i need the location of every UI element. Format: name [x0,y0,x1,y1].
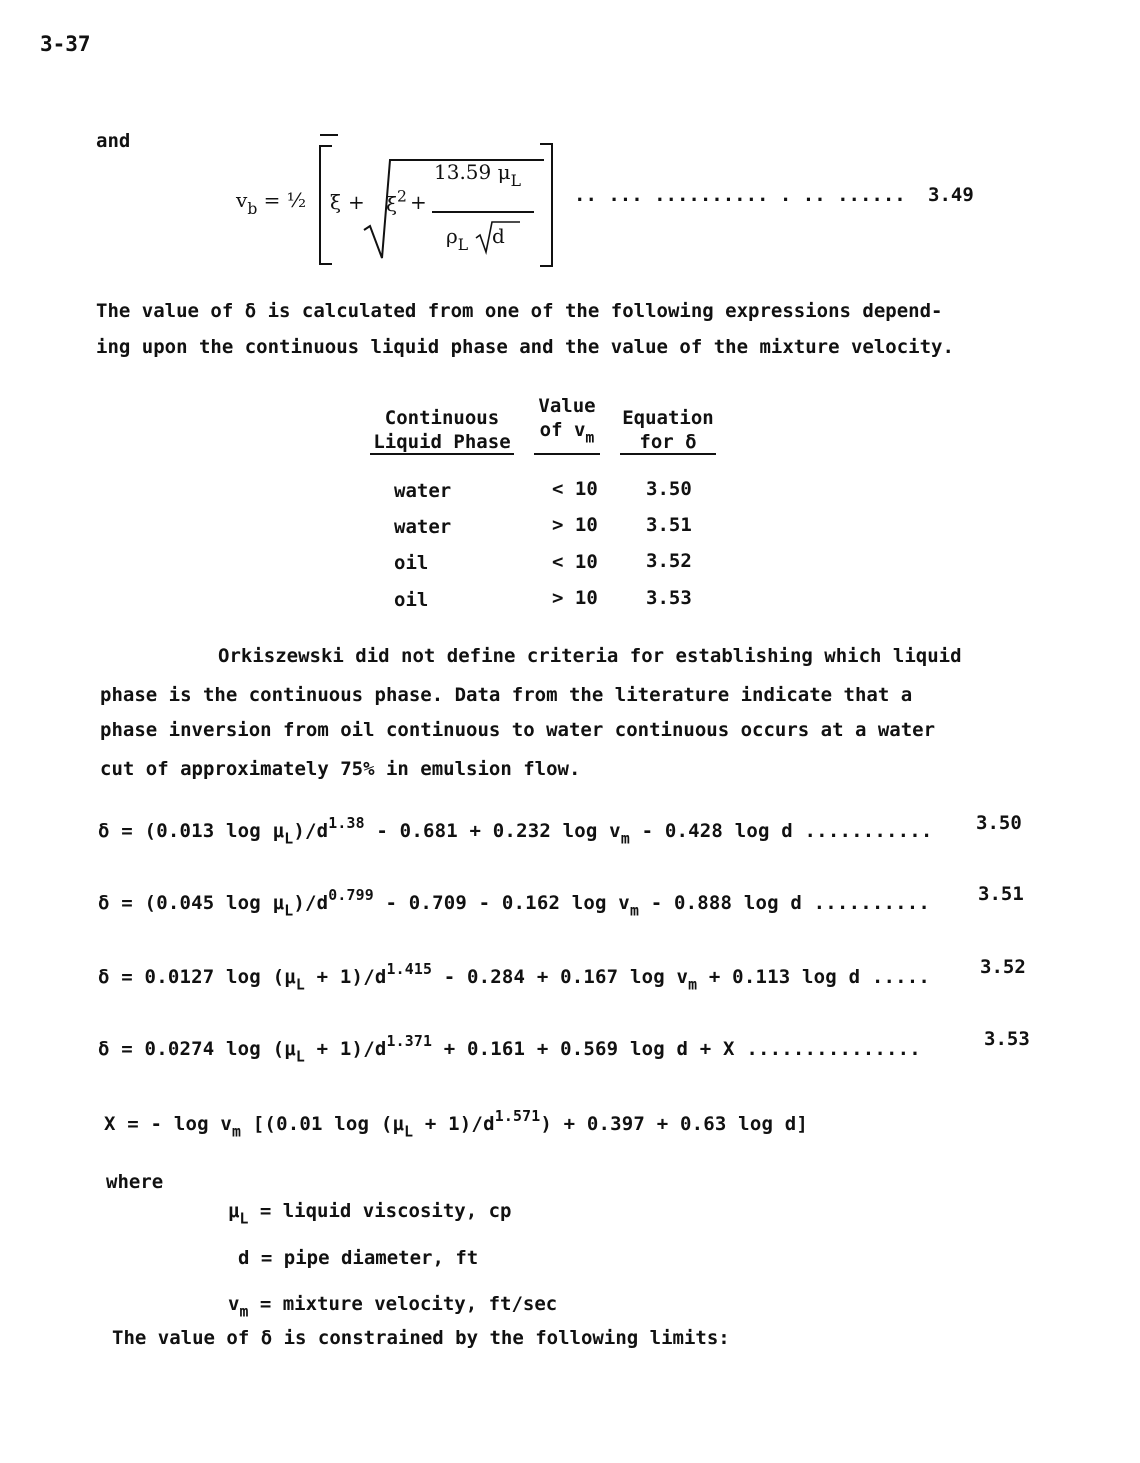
table-header-value: Value of $v_m$ [538,395,596,447]
table-cell-value: > 10 [552,587,598,609]
equation-x: X = - $\log v_m$ [(0.01 $\log (\mu_L + 1)/d^{1.571}) + 0.397 + 0.63$ log d] [104,1108,809,1141]
definition-item: d = pipe diameter, ft [238,1247,479,1269]
table-cell-equation: 3.53 [646,587,692,609]
table-cell-value: < 10 [552,551,598,573]
eq350-number: 3.50 [976,812,1022,834]
table-cell-phase: water [394,480,452,502]
text-line: ing upon the continuous liquid phase and the value of the mixture velocity. [96,336,954,358]
table-header-equation: Equation for δ [622,407,714,453]
eq349-leader: .. ... .......... . .. ...... [574,184,906,206]
eq352-number: 3.52 [980,956,1026,978]
where-label: where [106,1171,164,1193]
equation-3-53: δ = 0.0274 $\log (\mu_L + 1)/d^{1.371} + 0.161 + 0.569$ log d + X ............... [98,1033,921,1066]
equation-3-52: δ = 0.0127 $\log (\mu_L + 1)/d^{1.415} - 0.284 + 0.167$ $\log v_m + 0.113$ log d ..... [98,961,931,994]
table-cell-phase: oil [394,589,429,611]
table-cell-equation: 3.50 [646,478,692,500]
intro-word: and [96,130,131,152]
eq349-numerator: 13.59 $\mu_L$ [434,160,521,191]
eq349-xi-squared: $\xi^2$ [386,187,407,216]
table-cell-equation: 3.52 [646,550,692,572]
eq349-denominator: $\rho_L$ [446,224,469,255]
table-rule [370,453,514,455]
text-line: cut of approximately 75% in emulsion flow. [100,758,581,780]
eq349-number: 3.49 [928,184,974,206]
equation-3-51: δ = (0.045 $\log \mu_L)/d^{0.799} - 0.709 - 0.162$ $\log v_m - 0.888$ log d .......... [98,887,931,920]
table-cell-value: < 10 [552,478,598,500]
eq349-plus: + [348,190,365,214]
eq349-plus-2: + [410,190,427,214]
text-line: The value of δ is calculated from one of the following expressions depend- [96,300,943,322]
eq349-denominator-sqrt: d [492,224,505,248]
closing-line: The value of δ is constrained by the following limits: [112,1327,730,1349]
text-line: phase is the continuous phase. Data from the literature indicate that a [100,684,913,706]
page-number: 3-37 [40,32,91,56]
equation-3-50: δ = (0.013 $\log \mu_L)/d^{1.38} - 0.681 + 0.232$ $\log v_m - 0.428$ log d ........... [98,815,933,848]
definition-item: $\mu_L$ = liquid viscosity, cp [228,1200,512,1228]
table-cell-phase: oil [394,552,429,574]
table-cell-value: > 10 [552,514,598,536]
definition-item: $v_m$ = mixture velocity, ft/sec [228,1293,558,1321]
eq353-number: 3.53 [984,1028,1030,1050]
table-rule [534,453,600,455]
table-cell-equation: 3.51 [646,514,692,536]
eq349-xi: ξ [330,190,342,214]
eq349-lhs: $v_b$ = ½ [236,188,307,219]
table-cell-phase: water [394,516,452,538]
text-line: phase inversion from oil continuous to water continuous occurs at a water [100,719,936,741]
text-line: Orkiszewski did not define criteria for establishing which liquid [218,645,962,667]
table-header-phase: Continuous Liquid Phase [373,407,511,453]
eq351-number: 3.51 [978,883,1024,905]
table-rule [620,453,716,455]
